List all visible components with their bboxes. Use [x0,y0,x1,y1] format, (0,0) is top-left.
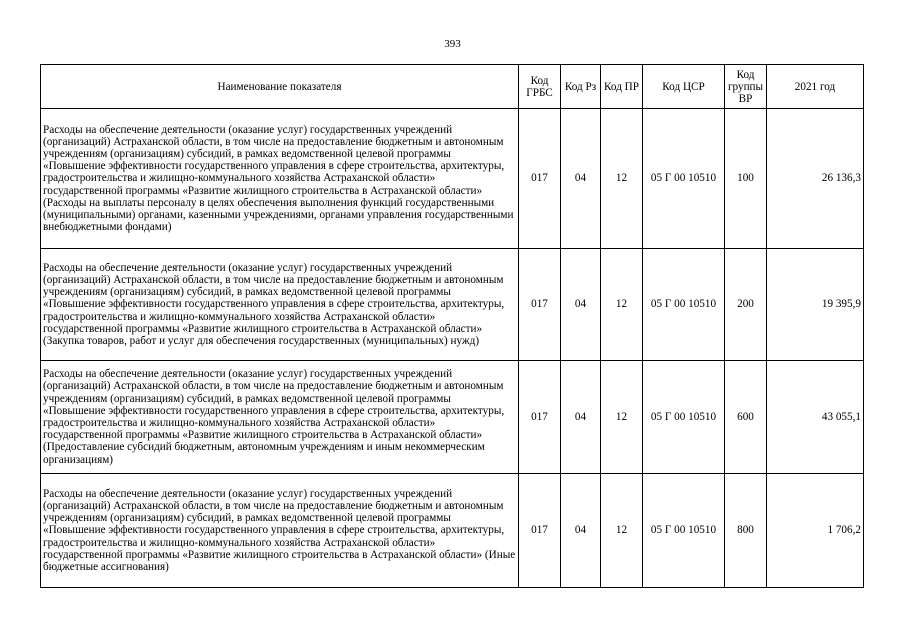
row-amount: 19 395,9 [767,249,864,361]
row-description: Расходы на обеспечение деятельности (оказание услуг) государственных учреждений (организаций) Астраханской области, в том числе на предоставление бюджетным и автономным учреждениям (организациям) субсидий, в рамках ведомственной целевой программы «Повышение эффективности государственного управления в сфере строительства, архитектуры, градостроительства и жилищно-коммунального хозяйства Астраханской области» государственной программы «Развитие жилищного строительства в Астраханской области» (Иные бюджетные ассигнования) [41,474,519,588]
row-amount: 43 055,1 [767,361,864,474]
header-pr: Код ПР [601,65,643,109]
row-rz: 04 [561,361,601,474]
row-vr: 100 [725,109,767,249]
row-grbs: 017 [519,361,561,474]
row-description: Расходы на обеспечение деятельности (оказание услуг) государственных учреждений (организаций) Астраханской области, в том числе на предоставление бюджетным и автономным учреждениям (организациям) субсидий, в рамках ведомственной целевой программы «Повышение эффективности государственного управления в сфере строительства, архитектуры, градостроительства и жилищно-коммунального хозяйства Астраханской области» государственной программы «Развитие жилищного строительства в Астраханской области» (Расходы на выплаты персоналу в целях обеспечения выполнения функций государственными (муниципальными) органами, казенными учреждениями, органами управления государственными внебюджетными фондами) [41,109,519,249]
row-pr: 12 [601,249,643,361]
header-rz: Код Рз [561,65,601,109]
row-rz: 04 [561,474,601,588]
row-grbs: 017 [519,109,561,249]
row-amount: 1 706,2 [767,474,864,588]
table-row [41,361,864,474]
row-rz: 04 [561,109,601,249]
row-description: Расходы на обеспечение деятельности (оказание услуг) государственных учреждений (организаций) Астраханской области, в том числе на предоставление бюджетным и автономным учреждениям (организациям) субсидий, в рамках ведомственной целевой программы «Повышение эффективности государственного управления в сфере строительства, архитектуры, градостроительства и жилищно-коммунального хозяйства Астраханской области» государственной программы «Развитие жилищного строительства в Астраханской области» (Закупка товаров, работ и услуг для обеспечения государственных (муниципальных) нужд) [41,249,519,361]
row-vr: 600 [725,361,767,474]
row-pr: 12 [601,361,643,474]
row-grbs: 017 [519,249,561,361]
row-csr: 05 Г 00 10510 [643,249,725,361]
header-row [41,65,864,109]
header-year: 2021 год [767,65,864,109]
header-name: Наименование показателя [41,65,519,109]
table-row [41,474,864,588]
header-grbs: Код ГРБС [519,65,561,109]
header-vr: Код группы ВР [725,65,767,109]
row-description: Расходы на обеспечение деятельности (оказание услуг) государственных учреждений (организаций) Астраханской области, в том числе на предоставление бюджетным и автономным учреждениям (организациям) субсидий, в рамках ведомственной целевой программы «Повышение эффективности государственного управления в сфере строительства, архитектуры, градостроительства и жилищно-коммунального хозяйства Астраханской области» государственной программы «Развитие жилищного строительства в Астраханской области» (Предоставление субсидий бюджетным, автономным учреждениям и иным некоммерческим организациям) [41,361,519,474]
table-row [41,109,864,249]
row-amount: 26 136,3 [767,109,864,249]
budget-table [40,64,864,588]
page-number: 393 [444,38,461,50]
table-row [41,249,864,361]
row-pr: 12 [601,109,643,249]
row-vr: 800 [725,474,767,588]
header-csr: Код ЦСР [643,65,725,109]
row-csr: 05 Г 00 10510 [643,474,725,588]
row-pr: 12 [601,474,643,588]
row-rz: 04 [561,249,601,361]
row-csr: 05 Г 00 10510 [643,109,725,249]
row-vr: 200 [725,249,767,361]
row-csr: 05 Г 00 10510 [643,361,725,474]
row-grbs: 017 [519,474,561,588]
